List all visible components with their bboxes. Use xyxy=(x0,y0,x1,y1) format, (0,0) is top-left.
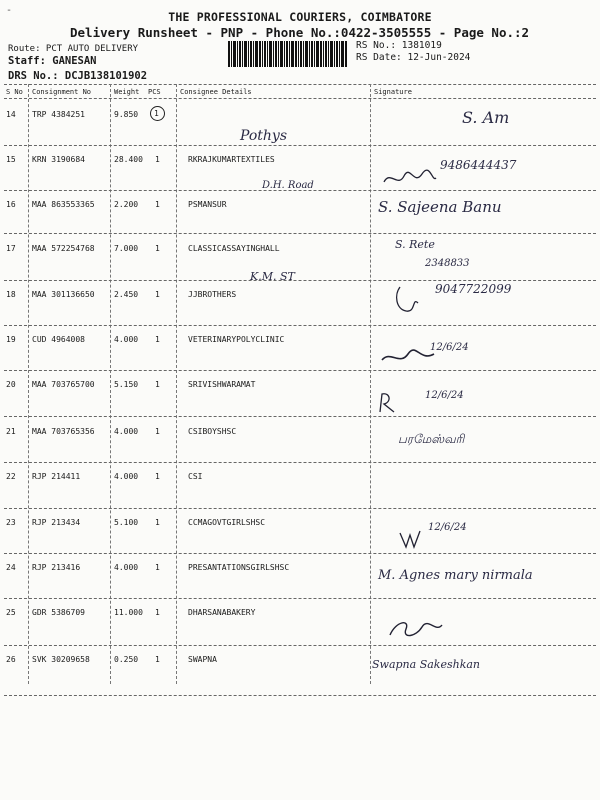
signature-scribble xyxy=(386,615,446,645)
row-sno: 14 xyxy=(6,110,16,119)
row-sno: 21 xyxy=(6,427,16,436)
row-sno: 26 xyxy=(6,655,16,664)
row-consignee: SWAPNA xyxy=(188,655,217,664)
col-header-pcs: PCS xyxy=(148,88,161,96)
row-signature: M. Agnes mary nirmala xyxy=(378,568,533,583)
row-consignment-no: TRP 4384251 xyxy=(32,110,85,119)
handwritten-kmst: K.M. ST xyxy=(250,270,295,283)
staff-label: Staff: GANESAN xyxy=(8,55,97,67)
row-consignment-no: GDR 5386709 xyxy=(32,608,85,617)
row-weight: 4.000 xyxy=(114,335,139,344)
barcode xyxy=(228,41,348,67)
row-consignment-no: MAA 703765356 xyxy=(32,427,95,436)
row-pcs: 1 xyxy=(155,335,160,344)
row-weight: 5.150 xyxy=(114,380,139,389)
row-pcs: 1 xyxy=(155,244,160,253)
signature-scribble xyxy=(398,527,428,553)
col-header-consignee: Consignee Details xyxy=(180,88,252,96)
row-pcs: 1 xyxy=(155,472,160,481)
row-pcs: 1 xyxy=(155,380,160,389)
row-divider xyxy=(4,508,596,509)
row-sno: 22 xyxy=(6,472,16,481)
row-sno: 24 xyxy=(6,563,16,572)
row-weight: 2.450 xyxy=(114,290,139,299)
col-header-consignment: Consignment No xyxy=(32,88,92,96)
row-consignment-no: KRN 3190684 xyxy=(32,155,85,164)
row-signature: 12/6/24 xyxy=(425,390,464,401)
company-title: THE PROFESSIONAL COURIERS, COIMBATORE xyxy=(168,10,432,24)
row-consignment-no: RJP 214411 xyxy=(32,472,81,481)
row-signature: Swapna Sakeshkan xyxy=(372,658,480,671)
row-divider xyxy=(4,645,596,646)
handwritten-pothys: Pothys xyxy=(240,128,288,144)
rs-date: RS Date: 12-Jun-2024 xyxy=(356,52,471,63)
signature-scribble xyxy=(390,285,430,315)
row-pcs: 1 xyxy=(155,290,160,299)
row-signature: 9047722099 xyxy=(435,282,512,296)
row-pcs: 1 xyxy=(155,518,160,527)
row-signature: 12/6/24 xyxy=(428,522,467,533)
row-consignee: VETERINARYPOLYCLINIC xyxy=(188,335,285,344)
row-sno: 20 xyxy=(6,380,16,389)
row-signature: S. Sajeena Banu xyxy=(378,198,502,216)
route-label: Route: PCT AUTO DELIVERY xyxy=(8,44,139,54)
row-weight: 11.000 xyxy=(114,608,143,617)
row-signature: S. Rete xyxy=(395,238,435,251)
row-divider xyxy=(4,462,596,463)
row-divider xyxy=(4,695,596,696)
row-consignment-no: MAA 301136650 xyxy=(32,290,95,299)
row-sno: 16 xyxy=(6,200,16,209)
row-weight: 4.000 xyxy=(114,563,139,572)
row-divider xyxy=(4,280,596,281)
rs-number: RS No.: 1381019 xyxy=(356,40,442,51)
row-consignee: CSI xyxy=(188,472,203,481)
col-divider xyxy=(370,84,371,684)
row-weight: 9.850 xyxy=(114,110,139,119)
row-consignee: JJBROTHERS xyxy=(188,290,237,299)
row-consignee: PSMANSUR xyxy=(188,200,227,209)
col-divider xyxy=(28,84,29,684)
signature-scribble xyxy=(376,390,406,416)
row-pcs: 1 xyxy=(155,200,160,209)
row-pcs: 1 xyxy=(155,655,160,664)
row-divider xyxy=(4,553,596,554)
row-divider xyxy=(4,145,596,146)
row-sno: 18 xyxy=(6,290,16,299)
row-consignment-no: MAA 863553365 xyxy=(32,200,95,209)
row-signature: 12/6/24 xyxy=(430,342,469,353)
row-divider xyxy=(4,598,596,599)
row-consignee: PRESANTATIONSGIRLSHSC xyxy=(188,563,290,572)
row-weight: 0.250 xyxy=(114,655,139,664)
row-consignee: SRIVISHWARAMAT xyxy=(188,380,256,389)
row-consignment-no: CUD 4964008 xyxy=(32,335,85,344)
corner-mark: - xyxy=(6,5,13,16)
row-weight: 2.200 xyxy=(114,200,139,209)
row-sno: 23 xyxy=(6,518,16,527)
handwritten-road: D.H. Road xyxy=(262,180,314,191)
handwritten-rete-number: 2348833 xyxy=(425,258,470,269)
runsheet-title: Delivery Runsheet - PNP - Phone No.:0422-3505555 - Page No.:2 xyxy=(70,25,530,40)
row-weight: 7.000 xyxy=(114,244,139,253)
row-consignment-no: MAA 703765700 xyxy=(32,380,95,389)
row-divider xyxy=(4,233,596,234)
row-weight: 28.400 xyxy=(114,155,143,164)
row-consignee: CLASSICASSAYINGHALL xyxy=(188,244,280,253)
col-header-signature: Signature xyxy=(374,88,412,96)
drs-number: DRS No.: DCJB138101902 xyxy=(8,70,148,82)
signature-scribble xyxy=(380,168,440,190)
row-pcs: 1 xyxy=(155,155,160,164)
row-pcs: 1 xyxy=(154,109,159,118)
signature-scribble xyxy=(380,346,438,368)
row-consignee: RKRAJKUMARTEXTILES xyxy=(188,155,275,164)
row-consignment-no: SVK 30209658 xyxy=(32,655,90,664)
row-consignee: CCMAGOVTGIRLSHSC xyxy=(188,518,266,527)
row-sno: 17 xyxy=(6,244,16,253)
row-pcs: 1 xyxy=(155,608,160,617)
row-weight: 4.000 xyxy=(114,472,139,481)
row-signature: 9486444437 xyxy=(440,158,517,172)
row-divider xyxy=(4,325,596,326)
row-consignee: DHARSANABAKERY xyxy=(188,608,256,617)
row-sno: 15 xyxy=(6,155,16,164)
row-signature: S. Am xyxy=(462,108,510,127)
row-signature: பரமேஸ்வரி xyxy=(398,432,465,446)
row-divider xyxy=(4,370,596,371)
col-header-sno: S No xyxy=(6,88,23,96)
col-header-weight: Weight xyxy=(114,88,140,96)
row-consignee: CSIBOYSHSC xyxy=(188,427,237,436)
row-sno: 19 xyxy=(6,335,16,344)
col-divider xyxy=(110,84,111,684)
row-pcs: 1 xyxy=(155,427,160,436)
row-weight: 4.000 xyxy=(114,427,139,436)
row-weight: 5.100 xyxy=(114,518,139,527)
col-divider xyxy=(176,84,177,684)
row-consignment-no: MAA 572254768 xyxy=(32,244,95,253)
row-sno: 25 xyxy=(6,608,16,617)
row-pcs: 1 xyxy=(155,563,160,572)
row-consignment-no: RJP 213434 xyxy=(32,518,81,527)
row-consignment-no: RJP 213416 xyxy=(32,563,81,572)
pcs-circle-mark xyxy=(150,106,165,121)
row-divider xyxy=(4,416,596,417)
